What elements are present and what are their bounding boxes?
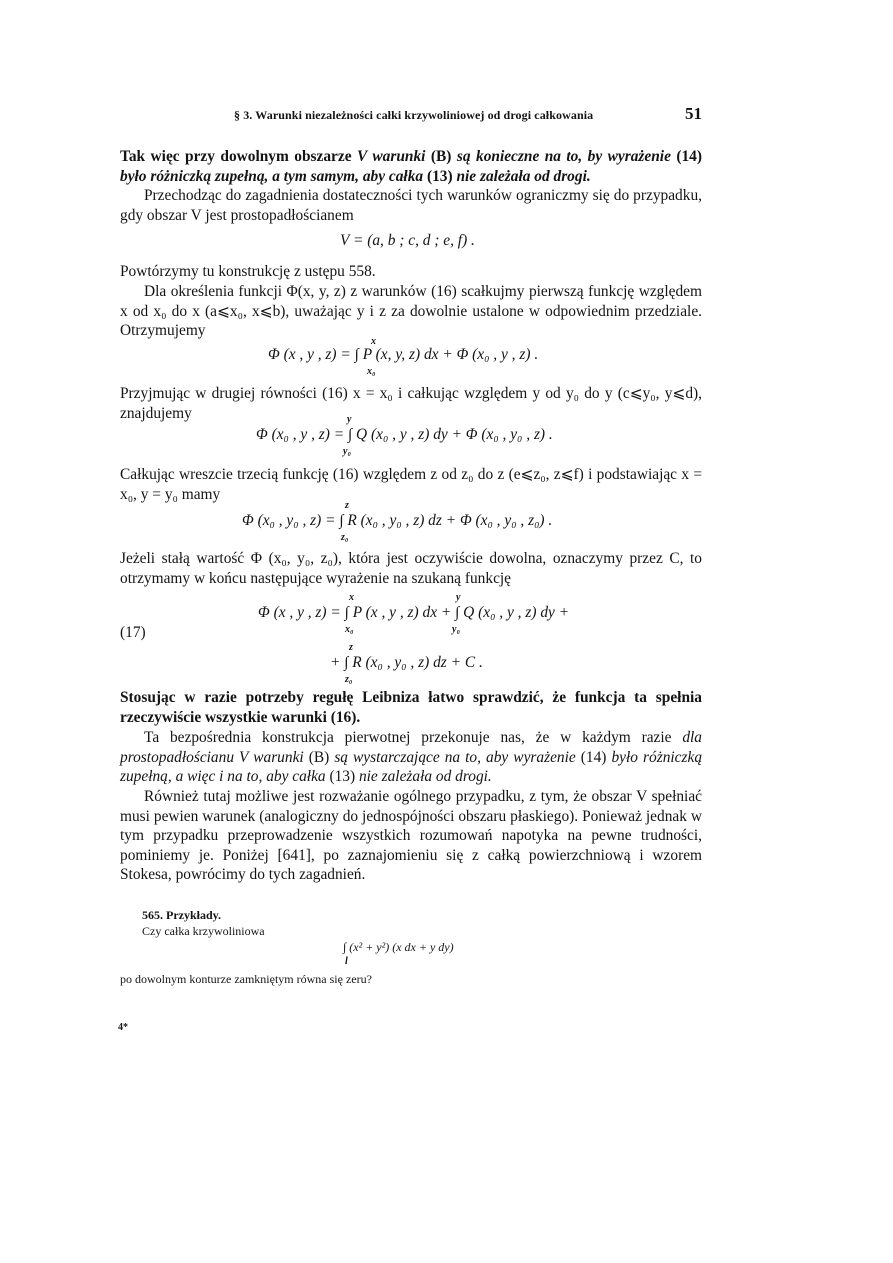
paragraph-conclusion bbox=[120, 728, 702, 787]
para1-text-h: nie zależała od drogi. bbox=[456, 167, 591, 185]
paragraph-second-integration: Przyjmując w drugiej równości (16) x = x₀ i całkując względem y od y₀ do y (c⩽y₀, y⩽d), znajdujemy bbox=[120, 385, 702, 422]
paragraph-necessity bbox=[120, 147, 702, 186]
eq17-lower-limit-1: x₀ bbox=[345, 624, 354, 635]
para9-text-e: (14) bbox=[575, 748, 612, 766]
equation-3: Φ (x₀ , y₀ , z) = ∫ R (x₀ , y₀ , z) dz + Φ (x₀ , y₀ , z₀) . bbox=[242, 512, 553, 529]
para1-text-f: było różniczką zupełną, a tym samym, aby całka bbox=[120, 167, 424, 185]
paragraph-construction: Powtórzymy tu konstrukcję z ustępu 558. bbox=[120, 263, 376, 280]
eq3-upper-limit: z bbox=[345, 500, 349, 511]
example-heading: 565. Przykłady. bbox=[142, 908, 222, 922]
eq17-upper-limit-3: z bbox=[349, 642, 353, 653]
para1-text-b: V warunki bbox=[356, 148, 426, 165]
para9-text-g: (13) bbox=[325, 768, 359, 785]
para1-text-a: Tak więc przy dowolnym obszarze bbox=[120, 148, 357, 165]
para1-text-g: (13) bbox=[423, 167, 457, 185]
page-number: 51 bbox=[685, 104, 702, 123]
para1-text-c: (B) bbox=[425, 148, 457, 165]
para9-text-c: (B) bbox=[303, 748, 335, 766]
para9-text-f: było różniczką zupełną, a więc i na to, aby całka bbox=[120, 748, 703, 785]
para1-text-e: (14) bbox=[670, 148, 703, 165]
equation-number-17: (17) bbox=[120, 624, 146, 641]
paragraph-constant: Jeżeli stałą wartość Φ (x₀, y₀, z₀), która jest oczywiście dowolna, oznaczymy przez C, to otrzymamy w końcu następujące wyrażenie na szukaną funkcję bbox=[120, 550, 702, 587]
para9-text-h: nie zależała od drogi. bbox=[358, 768, 492, 785]
eq1-upper-limit: x bbox=[371, 336, 376, 347]
eq17-lower-limit-2: y₀ bbox=[452, 624, 460, 635]
paragraph-sufficiency-intro: Przechodząc do zagadnienia dostateczności tych warunków ograniczmy się do przypadku, gdy obszar V jest prostopadłościanem bbox=[120, 187, 702, 224]
equation-2: Φ (x₀ , y , z) = ∫ Q (x₀ , y , z) dy + Φ (x₀ , y₀ , z) . bbox=[256, 426, 553, 443]
eq17-upper-limit-1: x bbox=[349, 592, 354, 603]
running-title: § 3. Warunki niezależności całki krzywoliniowej od drogi całkowania bbox=[234, 108, 594, 122]
paragraph-general-case: Również tutaj możliwe jest rozważanie ogólnego przypadku, z tym, że obszar V spełniać musi pewien warunek (analogiczny do jednospójności obszaru płaskiego). Ponieważ jednak w tym przypadku przeprowadzenie wszystkich rozumowań napotyka na pewne trudności, pominiemy je. Poniżej [641], po zaznajomieniu się z całką powierzchniową i wzorem Stokesa, powrócimy do tych zagadnień. bbox=[120, 788, 702, 883]
paragraph-third-integration: Całkując wreszcie trzecią funkcję (16) względem z od z₀ do z (e⩽z₀, z⩽f) i podstawiając x = x₀, y = y₀ mamy bbox=[120, 466, 702, 503]
paragraph-first-integration: Dla określenia funkcji Φ(x, y, z) z warunków (16) scałkujmy pierwszą funkcję względem x od x₀ do x (a⩽x₀, x⩽b), uważając y i z za dowolnie ustalone w odpowiednim przedziale. Otrzymujemy bbox=[120, 283, 702, 339]
page-header bbox=[120, 104, 702, 128]
para1-text-d: są konieczne na to, by wyrażenie bbox=[456, 148, 671, 165]
eq17-lower-limit-3: z₀ bbox=[345, 674, 353, 685]
eq17-upper-limit-2: y bbox=[456, 592, 461, 603]
example-integral: ∫ (x² + y²) (x dx + y dy) bbox=[343, 940, 454, 954]
paragraph-leibniz: Stosując w razie potrzeby regułę Leibniza łatwo sprawdzić, że funkcja ta spełnia rzeczywiście wszystkie warunki (16). bbox=[120, 689, 702, 726]
para9-text-a: Ta bezpośrednia konstrukcja pierwotnej przekonuje nas, że w każdym razie bbox=[144, 729, 683, 746]
example-integral-lower-limit: l bbox=[345, 956, 348, 967]
para9-text-d: są wystarczające na to, aby wyrażenie bbox=[334, 748, 576, 766]
eq2-upper-limit: y bbox=[347, 414, 352, 425]
example-question: Czy całka krzywoliniowa bbox=[142, 924, 265, 938]
example-closing: po dowolnym konturze zamkniętym równa się zeru? bbox=[120, 972, 372, 986]
equation-1: Φ (x , y , z) = ∫ P (x, y, z) dx + Φ (x₀ , y , z) . bbox=[268, 346, 539, 363]
eq3-lower-limit: z₀ bbox=[341, 532, 349, 543]
equation-17-line-2: + ∫ R (x₀ , y₀ , z) dz + C . bbox=[330, 654, 483, 671]
equation-box: V = (a, b ; c, d ; e, f) . bbox=[340, 232, 475, 249]
eq2-lower-limit: y₀ bbox=[343, 446, 351, 457]
equation-17-line-1: Φ (x , y , z) = ∫ P (x , y , z) dx + ∫ Q (x₀ , y , z) dy + bbox=[258, 604, 570, 621]
para9-text-b: dla prostopadłościanu V warunki bbox=[120, 729, 702, 766]
eq1-lower-limit: x₀ bbox=[367, 366, 376, 377]
signature-mark: 4* bbox=[118, 1022, 128, 1033]
